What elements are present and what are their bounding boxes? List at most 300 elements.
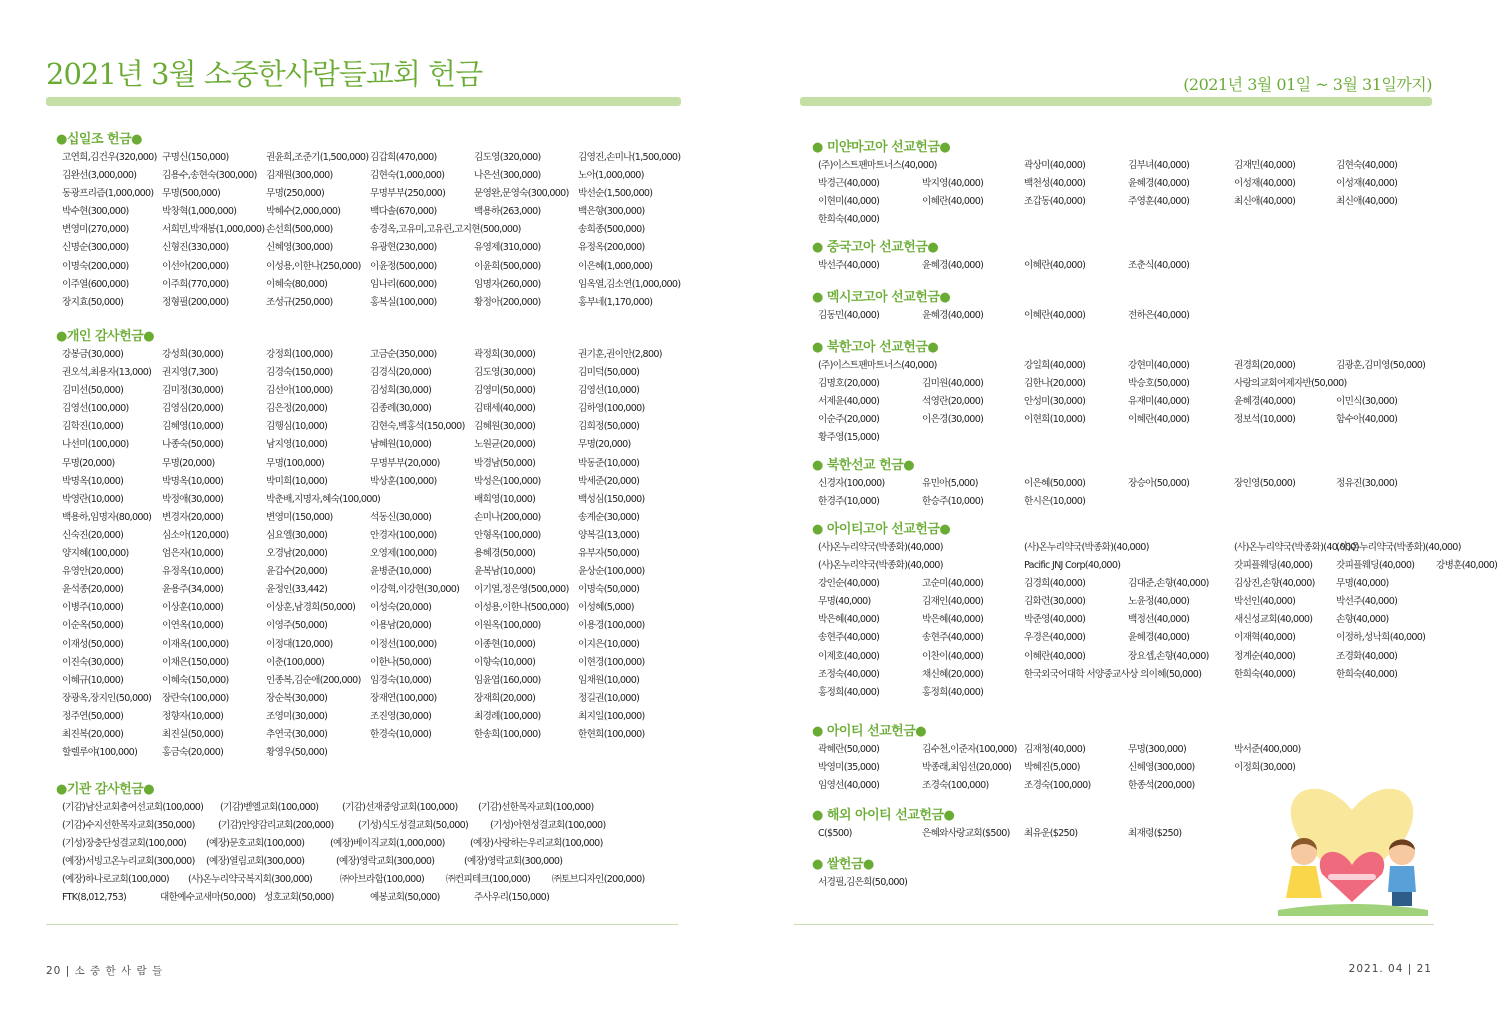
donor-entry: 장지효(50,000) [62, 296, 124, 308]
donor-entry: 윤병준(10,000) [370, 566, 432, 578]
donor-entry: 박경근(40,000) [818, 178, 880, 190]
donor-row [812, 575, 1452, 593]
donor-row [812, 611, 1452, 629]
donor-entry: (기성)아현성결교회(100,000) [490, 820, 606, 832]
page-subtitle: (2021년 3월 01일 ~ 3월 31일까지) [1183, 75, 1432, 94]
donor-entry: 조경숙(100,000) [922, 780, 989, 792]
donor-entry: 조경숙(100,000) [1024, 780, 1091, 792]
donor-entry: (사)온누리약국(박종화)(40,000) [1336, 542, 1461, 553]
donor-entry: 곽혜란(50,000) [818, 744, 880, 755]
right-section-3 [812, 338, 1452, 447]
donor-entry: 김한나(20,000) [1024, 378, 1086, 390]
donor-entry: 이명숙(200,000) [62, 260, 129, 272]
donor-entry: 갓피플웨딩(40,000) [1336, 560, 1415, 572]
donor-entry: FTK(8,012,753) [62, 892, 127, 904]
donor-entry: 서경필,김은희(50,000) [818, 877, 908, 888]
donor-row [56, 708, 696, 726]
donor-row [56, 491, 696, 509]
donor-entry: 이민식(30,000) [1336, 396, 1398, 408]
donor-entry: 조영미(30,000) [266, 710, 328, 722]
donor-entry: 이성용,이한나(500,000) [474, 602, 569, 614]
donor-entry: 남지영(10,000) [266, 439, 328, 451]
donor-entry: 정향자(10,000) [162, 710, 224, 722]
donor-entry: 김경숙(150,000) [266, 367, 333, 379]
left-section-0 [56, 130, 696, 312]
donor-entry: 박경남(50,000) [474, 457, 536, 469]
donor-entry: 임영선(40,000) [818, 780, 880, 792]
donor-entry: 이지은(10,000) [578, 638, 640, 650]
donor-entry: 이성숙(20,000) [370, 602, 432, 614]
donor-entry: 한희숙(40,000) [1336, 668, 1398, 680]
donor-entry: 홍복실(100,000) [370, 296, 437, 308]
donor-entry: 김재원(300,000) [266, 170, 333, 182]
donor-entry: 이혜규(10,000) [62, 674, 124, 686]
donor-entry: 곽정희(30,000) [474, 349, 536, 360]
donor-entry: ㈜아브라함(100,000) [340, 874, 425, 886]
donor-entry: 무명(20,000) [62, 457, 115, 469]
donor-entry: 곽상미(40,000) [1024, 160, 1086, 171]
donor-entry: 김행심(10,000) [266, 421, 328, 433]
donor-entry: 임나리(600,000) [370, 278, 437, 290]
donor-entry: 이종현(10,000) [474, 638, 536, 650]
donor-entry: 박명옥(10,000) [62, 475, 124, 487]
right-section-0 [812, 138, 1452, 229]
donor-entry: 임경숙(10,000) [370, 674, 432, 686]
donor-entry: 이채은(150,000) [162, 656, 229, 668]
donor-entry: 한경주(10,000) [818, 496, 880, 508]
donor-entry: 김재청(40,000) [1024, 744, 1086, 755]
donor-entry: 백용하,임명자(80,000) [62, 511, 152, 523]
footer-divider-right [794, 924, 1434, 925]
donor-entry: 김혜원(30,000) [474, 421, 536, 433]
donor-row [56, 545, 696, 563]
donor-entry: 송희종(500,000) [578, 224, 645, 236]
donor-row [56, 418, 696, 436]
donor-entry: 이찬이(40,000) [922, 650, 984, 662]
donor-row [56, 382, 696, 400]
donor-entry: 주영훈(40,000) [1128, 196, 1190, 208]
donor-entry: 이용남(20,000) [370, 620, 432, 632]
donor-entry: 이향숙(10,000) [474, 656, 536, 668]
donor-entry: 이진숙(30,000) [62, 656, 124, 668]
donor-entry: 이명숙(50,000) [578, 584, 640, 596]
donor-entry: 김선아(100,000) [266, 385, 333, 397]
donor-entry: 이성용,이한나(250,000) [266, 260, 361, 272]
title-underline [46, 97, 681, 106]
donor-entry: 장란숙(100,000) [162, 692, 229, 704]
donor-entry: 은혜와사랑교회($500) [922, 828, 1010, 839]
donor-entry: 정계순(40,000) [1234, 650, 1296, 662]
donor-entry: 박수현(300,000) [62, 206, 129, 218]
donor-entry: 심소아(120,000) [162, 529, 229, 541]
donor-entry: 김현숙,백홍석(150,000) [370, 421, 465, 433]
donor-entry: 권오석,최용자(13,000) [62, 367, 152, 379]
donor-row [812, 593, 1452, 611]
donor-entry: 인종복,김순애(200,000) [266, 674, 361, 686]
donor-entry: 노윤정(40,000) [1128, 596, 1190, 608]
donor-row [812, 257, 1452, 275]
section-heading: ●개인 감사헌금● [56, 329, 155, 344]
donor-entry: (사)온누리약국(박종화)(40,000) [818, 542, 943, 553]
donor-entry: 조경화(40,000) [1336, 650, 1398, 662]
donor-entry: 강성희(30,000) [162, 349, 224, 360]
donor-row [56, 455, 696, 473]
donor-entry: C($500) [818, 828, 852, 839]
donor-entry: 노아(1,000,000) [578, 170, 644, 182]
donor-entry: 윤복남(10,000) [474, 566, 536, 578]
donor-entry: 임옥열,김소연(1,000,000) [578, 278, 681, 290]
section-heading: ●기관 감사헌금● [56, 782, 155, 797]
donor-row [56, 167, 696, 185]
donor-entry: 신경자(100,000) [818, 478, 885, 489]
donor-entry: 송계순(30,000) [578, 511, 640, 523]
donor-entry: 이연옥(10,000) [162, 620, 224, 632]
donor-entry: 최경례(100,000) [474, 710, 541, 722]
donor-entry: 김현숙(1,000,000) [370, 170, 445, 182]
donor-entry: (예장)영락교회(300,000) [464, 856, 563, 868]
donor-entry: 황정아(200,000) [474, 296, 541, 308]
donor-entry: 박춘배,지명자,혜숙(100,000) [266, 493, 381, 505]
donor-entry: 홍정희(40,000) [818, 686, 880, 698]
donor-entry: (기감)안양감리교회(200,000) [218, 820, 334, 832]
donor-entry: 손향(40,000) [1336, 614, 1389, 626]
donor-row [56, 889, 696, 907]
donor-entry: 최지일(100,000) [578, 710, 645, 722]
donor-entry: 이혜란(40,000) [1024, 310, 1086, 321]
donor-entry: 동광프리즘(1,000,000) [62, 188, 154, 200]
donor-entry: 정형필(200,000) [162, 296, 229, 308]
donor-entry: 한희숙(40,000) [818, 214, 880, 226]
donor-entry: 서희민,박재봉(1,000,000) [162, 224, 265, 236]
right-section-5 [812, 520, 1497, 702]
donor-entry: (예장)하나로교회(100,000) [62, 874, 169, 886]
donor-entry: 이용경(100,000) [578, 620, 645, 632]
donor-entry: 한경숙(10,000) [370, 728, 432, 740]
donor-entry: (주)이스트팬마트너스(40,000) [818, 160, 937, 171]
donor-entry: 김미원(40,000) [922, 378, 984, 390]
donor-entry: (사)온누리약국복지회(300,000) [188, 874, 313, 886]
donor-entry: 홍부네(1,170,000) [578, 296, 653, 308]
donor-entry: 손선희(500,000) [266, 224, 333, 236]
donor-entry: 정유진(30,000) [1336, 478, 1398, 489]
section-heading: ● 북한고아 선교헌금● [812, 340, 939, 355]
page-footer-right: 2021. 04 | 21 [1348, 963, 1432, 975]
donor-row [56, 726, 696, 744]
donor-entry: 장인영(50,000) [1234, 478, 1296, 489]
donor-entry: 박창혁(1,000,000) [162, 206, 237, 218]
donor-entry: (기성)장충단성결교회(100,000) [62, 838, 187, 850]
children-heart-illustration [1270, 770, 1435, 920]
donor-entry: 박종래,최임선(20,000) [922, 762, 1012, 774]
donor-entry: (예장)문호교회(100,000) [206, 838, 305, 850]
donor-row [812, 157, 1452, 175]
boy-body [1388, 866, 1416, 892]
donor-entry: 대한예수교새마(50,000) [160, 892, 256, 904]
donor-row [56, 835, 696, 853]
donor-row [56, 744, 696, 762]
donor-entry: 윤용주(34,000) [162, 584, 224, 596]
donor-entry: 서제윤(40,000) [818, 396, 880, 408]
donor-entry: 박서준(400,000) [1234, 744, 1301, 755]
donor-entry: 유재미(40,000) [1128, 396, 1190, 408]
right-section-1 [812, 238, 1452, 275]
donor-entry: 강인순(40,000) [818, 578, 880, 590]
donor-entry: Pacific JNJ Corp(40,000) [1024, 560, 1121, 572]
donor-row [812, 475, 1452, 493]
donor-entry: 박혜진(5,000) [1024, 762, 1080, 774]
donor-entry: 사랑의교회여제자반(50,000) [1234, 378, 1347, 390]
donor-entry: 변영미(270,000) [62, 224, 129, 236]
donor-entry: 이재옥(100,000) [162, 638, 229, 650]
donor-entry: 장광옥,장지인(50,000) [62, 692, 152, 704]
donor-entry: 김상진,손향(40,000) [1234, 578, 1315, 590]
donor-row [56, 871, 696, 889]
donor-entry: 김도영(320,000) [474, 152, 541, 163]
donor-entry: 유정옥(10,000) [162, 566, 224, 578]
donor-entry: 윤정인(33,442) [266, 584, 328, 596]
donor-entry: 김영진,손미나(1,500,000) [578, 152, 681, 163]
donor-entry: 김재민(40,000) [1234, 160, 1296, 171]
donor-entry: 박선주(40,000) [818, 260, 880, 271]
donor-entry: 조진영(30,000) [370, 710, 432, 722]
donor-entry: 안성미(30,000) [1024, 396, 1086, 408]
donor-entry: ㈜컨피테크(100,000) [446, 874, 531, 886]
donor-entry: 성호교회(50,000) [264, 892, 334, 904]
donor-entry: 무명(20,000) [162, 457, 215, 469]
donor-entry: 백용하(263,000) [474, 206, 541, 218]
donor-entry: 김미선(50,000) [62, 385, 124, 397]
donor-row [812, 493, 1452, 511]
donor-entry: 윤혜경(40,000) [1128, 178, 1190, 190]
donor-entry: (기성)식도성결교회(50,000) [358, 820, 469, 832]
donor-entry: 최신애(40,000) [1336, 196, 1398, 208]
donor-entry: 양복길(13,000) [578, 529, 640, 541]
donor-entry: 홍금숙(20,000) [162, 747, 224, 759]
page-title: 2021년 3월 소중한사람들교회 헌금 [46, 57, 483, 91]
donor-entry: 김희정(50,000) [578, 421, 640, 433]
donor-entry: 신형진(330,000) [162, 242, 229, 254]
donor-entry: 고연희,김건우(320,000) [62, 152, 157, 163]
donor-row [812, 175, 1452, 193]
donor-row [812, 557, 1497, 575]
donor-entry: 백정선(40,000) [1128, 614, 1190, 626]
donor-row [56, 799, 696, 817]
donor-entry: 무명(300,000) [1128, 744, 1186, 755]
donor-entry: 이정하,성낙희(40,000) [1336, 632, 1426, 644]
donor-entry: 채신혜(20,000) [922, 668, 984, 680]
donor-entry: 조정숙(40,000) [818, 668, 880, 680]
donor-entry: (주)이스트팬마트너스(40,000) [818, 360, 937, 371]
donor-entry: 이현미(40,000) [818, 196, 880, 208]
donor-entry: 김은정(20,000) [266, 403, 328, 415]
donor-entry: 박영란(10,000) [62, 493, 124, 505]
donor-entry: 이춘(100,000) [266, 656, 324, 668]
donor-entry: 유부자(50,000) [578, 548, 640, 560]
donor-row [56, 149, 696, 167]
donor-entry: 김도영(30,000) [474, 367, 536, 379]
donor-row [56, 654, 696, 672]
donor-entry: 이기열,정은영(500,000) [474, 584, 569, 596]
donor-entry: 백은향(300,000) [578, 206, 645, 218]
donor-entry: 박혜수(2,000,000) [266, 206, 341, 218]
donor-entry: 장요셉,손향(40,000) [1128, 650, 1209, 662]
donor-entry: 정보석(10,000) [1234, 414, 1296, 426]
donor-row [56, 617, 696, 635]
donor-entry: 백성심(150,000) [578, 493, 645, 505]
donor-entry: 노원균(20,000) [474, 439, 536, 451]
donor-entry: 조성규(250,000) [266, 296, 333, 308]
donor-entry: 김태세(40,000) [474, 403, 536, 415]
donor-entry: 이상훈,남경희(50,000) [266, 602, 356, 614]
donor-row [56, 527, 696, 545]
donor-row [812, 211, 1452, 229]
donor-entry: 최재령($250) [1128, 828, 1182, 839]
donor-entry: 이재혁(40,000) [1234, 632, 1296, 644]
donor-entry: 무명(40,000) [1336, 578, 1389, 590]
donor-entry: 이현희(10,000) [1024, 414, 1086, 426]
donor-entry: 김수천,이준자(100,000) [922, 744, 1017, 755]
donor-entry: 박지영(40,000) [922, 178, 984, 190]
donor-entry: 윤상순(100,000) [578, 566, 645, 578]
donor-entry: 윤혜경(40,000) [1128, 632, 1190, 644]
title-underline-right [800, 97, 1432, 106]
donor-row [812, 429, 1452, 447]
donor-entry: 김영선(10,000) [578, 385, 640, 397]
donor-entry: (예장)사랑하는우리교회(100,000) [470, 838, 603, 850]
donor-entry: 강정희(100,000) [266, 349, 333, 360]
donor-entry: (예장)영락교회(300,000) [336, 856, 435, 868]
donor-entry: 송현주(40,000) [818, 632, 880, 644]
donor-row [812, 411, 1452, 429]
donor-row [812, 393, 1452, 411]
donor-entry: 김부녀(40,000) [1128, 160, 1190, 171]
donor-row [56, 672, 696, 690]
donor-row [812, 666, 1452, 684]
donor-entry: 최진실(50,000) [162, 728, 224, 740]
donor-entry: 장순복(30,000) [266, 692, 328, 704]
donor-row [56, 853, 696, 871]
donor-entry: 김광훈,김미영(50,000) [1336, 360, 1426, 371]
donor-row [812, 193, 1452, 211]
donor-entry: 권기훈,권이안(2,800) [578, 349, 662, 360]
donor-entry: 이윤희(500,000) [474, 260, 541, 272]
donor-entry: 이순옥(50,000) [62, 620, 124, 632]
donor-entry: 임윤엽(160,000) [474, 674, 541, 686]
donor-row [812, 539, 1461, 557]
section-heading: ● 북한선교 헌금● [812, 458, 915, 473]
donor-entry: 한종석(200,000) [1128, 780, 1195, 792]
donor-entry: 윤혜경(40,000) [1234, 396, 1296, 408]
donor-row [56, 599, 696, 617]
donor-entry: 장승아(50,000) [1128, 478, 1190, 489]
donor-entry: (사)온누리약국(박종화)(40,000) [1234, 542, 1359, 553]
donor-entry: 무명부부(20,000) [370, 457, 440, 469]
donor-entry: 이은경(30,000) [922, 414, 984, 426]
donor-entry: (예장)서빙고온누리교회(300,000) [62, 856, 195, 868]
donor-row [56, 690, 696, 708]
donor-entry: 이정선(100,000) [370, 638, 437, 650]
section-heading: ● 중국고아 선교헌금● [812, 240, 939, 255]
donor-entry: (기감)벧엘교회(100,000) [220, 802, 319, 813]
donor-entry: 강현미(40,000) [1128, 360, 1190, 371]
donor-entry: 이주희(770,000) [162, 278, 229, 290]
donor-entry: 이병주(10,000) [62, 602, 124, 614]
donor-entry: 홍정희(40,000) [922, 686, 984, 698]
donor-entry: 권윤희,조준기(1,500,000) [266, 152, 369, 163]
donor-entry: 황주영(15,000) [818, 432, 880, 444]
donor-entry: 변영미(150,000) [266, 511, 333, 523]
donor-entry: 강봉금(30,000) [62, 349, 124, 360]
donor-entry: 배희영(10,000) [474, 493, 536, 505]
donor-entry: 유정옥(200,000) [578, 242, 645, 254]
donor-entry: 이은혜(50,000) [1024, 478, 1086, 489]
donor-entry: 무명(500,000) [162, 188, 220, 200]
donor-entry: 엄은자(10,000) [162, 548, 224, 560]
donor-entry: 박세준(20,000) [578, 475, 640, 487]
donor-entry: 나선미(100,000) [62, 439, 129, 451]
donor-row [56, 581, 696, 599]
donor-row [812, 741, 1452, 759]
donor-entry: 이혜숙(80,000) [266, 278, 328, 290]
donor-entry: 유민아(5,000) [922, 478, 978, 489]
donor-entry: 권지영(7,300) [162, 367, 218, 379]
donor-entry: 박준영(40,000) [1024, 614, 1086, 626]
donor-entry: 우경은(40,000) [1024, 632, 1086, 644]
donor-entry: 이혜숙(150,000) [162, 674, 229, 686]
donor-entry: 김갑희(470,000) [370, 152, 437, 163]
section-heading: ● 쌀헌금● [812, 857, 874, 872]
left-section-2 [56, 780, 696, 908]
donor-entry: 김학진(10,000) [62, 421, 124, 433]
donor-row [56, 400, 696, 418]
donor-entry: 임명자(260,000) [474, 278, 541, 290]
donor-entry: 한송희(100,000) [474, 728, 541, 740]
left-page [0, 0, 740, 1016]
donor-entry: 무명부부(250,000) [370, 188, 446, 200]
donor-entry: 이성재(40,000) [1336, 178, 1398, 190]
donor-entry: 이순주(20,000) [818, 414, 880, 426]
donor-row [812, 375, 1452, 393]
donor-entry: 송경옥,고유미,고유린,고지현(500,000) [370, 224, 521, 236]
donor-entry: 박상훈(100,000) [370, 475, 437, 487]
donor-entry: 고금순(350,000) [370, 349, 437, 360]
donor-entry: 한현희(100,000) [578, 728, 645, 740]
donor-entry: 이윤정(500,000) [370, 260, 437, 272]
donor-entry: (기감)선재중앙교회(100,000) [342, 802, 458, 813]
donor-entry: 이제호(40,000) [818, 650, 880, 662]
donor-entry: 박선순(1,500,000) [578, 188, 653, 200]
donor-row [56, 346, 696, 364]
donor-entry: 김화련(30,000) [1024, 596, 1086, 608]
right-section-4 [812, 456, 1452, 511]
donor-entry: 조갑동(40,000) [1024, 196, 1086, 208]
donor-entry: 송현주(40,000) [922, 632, 984, 644]
donor-entry: 할렐루야(100,000) [62, 747, 138, 759]
donor-entry: 김용수,송현숙(300,000) [162, 170, 257, 182]
donor-entry: 나종숙(50,000) [162, 439, 224, 451]
donor-entry: 장재연(100,000) [370, 692, 437, 704]
donor-entry: 김미덕(50,000) [578, 367, 640, 379]
boy-legs [1392, 892, 1412, 906]
right-section-2 [812, 288, 1452, 325]
donor-entry: 석영란(20,000) [922, 396, 984, 408]
section-heading: ● 아이티고아 선교헌금● [812, 522, 951, 537]
donor-entry: 안경자(100,000) [370, 529, 437, 541]
donor-entry: 김영선(100,000) [62, 403, 129, 415]
donor-entry: 임채원(10,000) [578, 674, 640, 686]
donor-entry: 김동민(40,000) [818, 310, 880, 321]
donor-entry: 박은혜(40,000) [818, 614, 880, 626]
